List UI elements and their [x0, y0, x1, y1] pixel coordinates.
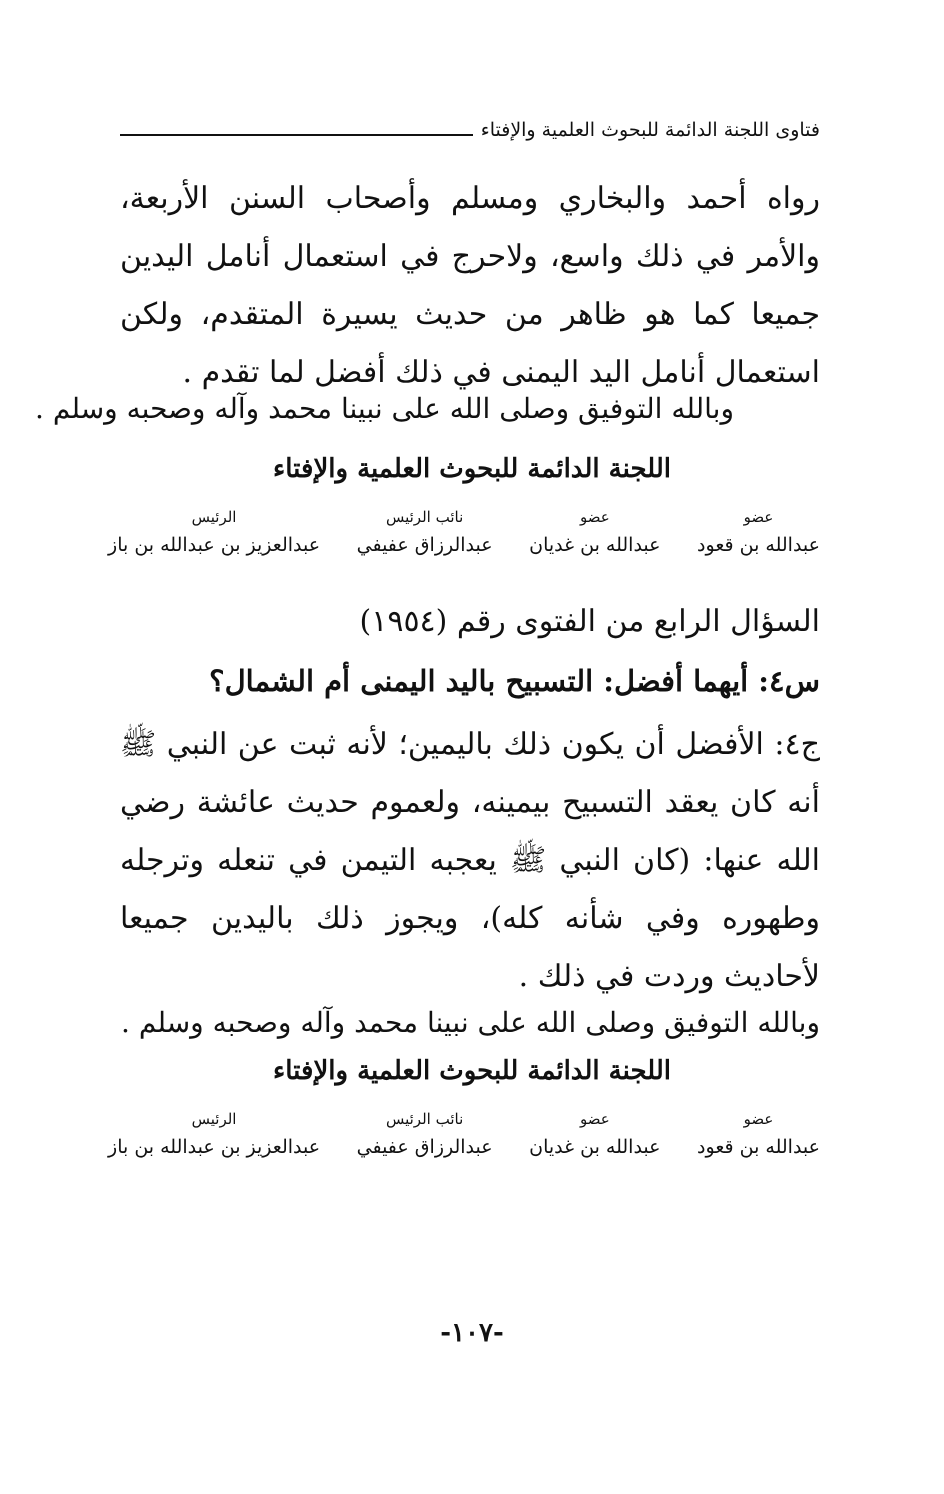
- signatory-role: عضو: [743, 508, 774, 526]
- running-header: [120, 104, 820, 140]
- signatory-name: عبدالله بن قعود: [697, 1136, 820, 1158]
- fatwa-2-question-reference: السؤال الرابع من الفتوى رقم (١٩٥٤): [359, 604, 820, 639]
- signatory: [697, 508, 820, 556]
- signatory-name: عبدالرزاق عفيفي: [356, 534, 493, 556]
- signatory: [108, 508, 320, 556]
- signatory-name: عبدالعزيز بن عبدالله بن باز: [108, 534, 321, 556]
- fatwa-1-closing: وبالله التوفيق وصلى الله على نبينا محمد وآله وصحبه وسلم .: [35, 392, 734, 425]
- running-header-title: فتاوى اللجنة الدائمة للبحوث العلمية والإفتاء: [480, 119, 820, 141]
- fatwa-2-closing: وبالله التوفيق وصلى الله على نبينا محمد وآله وصحبه وسلم .: [121, 1006, 820, 1039]
- signatory-name: عبدالرزاق عفيفي: [356, 1136, 493, 1158]
- fatwa-2-committee-title: اللجنة الدائمة للبحوث العلمية والإفتاء: [273, 1056, 671, 1086]
- signatory: [697, 1110, 820, 1158]
- page-number: -١٠٧-: [440, 1318, 504, 1348]
- signatory-role: نائب الرئيس: [385, 1110, 464, 1128]
- header-rule: [120, 134, 473, 136]
- fatwa-2-question: س٤: أيهما أفضل: التسبيح باليد اليمنى أم الشمال؟: [209, 664, 820, 698]
- fatwa-2-signatures: [108, 1110, 820, 1158]
- signatory-role: الرئيس: [191, 508, 237, 526]
- signatory-name: عبدالله بن غديان: [529, 534, 661, 556]
- signatory: [357, 508, 493, 556]
- signatory-role: نائب الرئيس: [385, 508, 464, 526]
- fatwa-1-signatures: [108, 508, 820, 556]
- fatwa-2-answer: ج٤: الأفضل أن يكون ذلك باليمين؛ لأنه ثبت عن النبي ﷺ أنه كان يعقد التسبيح بيمينه، ولعموم حديث عائشة رضي الله عنها: (كان النبي ﷺ يعجبه التيمن في تنعله وترجله وطهوره وفي شأنه كله)، ويجوز ذلك باليدين جميعا لأحاديث وردت في ذلك .: [120, 727, 820, 994]
- signatory-role: عضو: [579, 1110, 610, 1128]
- fatwa-1-committee-title: اللجنة الدائمة للبحوث العلمية والإفتاء: [273, 454, 671, 484]
- signatory-name: عبدالله بن قعود: [697, 534, 820, 556]
- signatory: [108, 1110, 320, 1158]
- signatory: [529, 508, 660, 556]
- signatory-role: عضو: [743, 1110, 774, 1128]
- signatory: [529, 1110, 660, 1158]
- signatory-name: عبدالعزيز بن عبدالله بن باز: [108, 1136, 321, 1158]
- fatwa-1-text: رواه أحمد والبخاري ومسلم وأصحاب السنن الأربعة، والأمر في ذلك واسع، ولاحرج في استعمال أنامل اليدين جميعا كما هو ظاهر من حديث يسيرة المتقدم، ولكن استعمال أنامل اليد اليمنى في ذلك أفضل لما تقدم .: [120, 181, 820, 390]
- signatory-name: عبدالله بن غديان: [529, 1136, 661, 1158]
- signatory-role: الرئيس: [191, 1110, 237, 1128]
- signatory: [357, 1110, 493, 1158]
- signatory-role: عضو: [579, 508, 610, 526]
